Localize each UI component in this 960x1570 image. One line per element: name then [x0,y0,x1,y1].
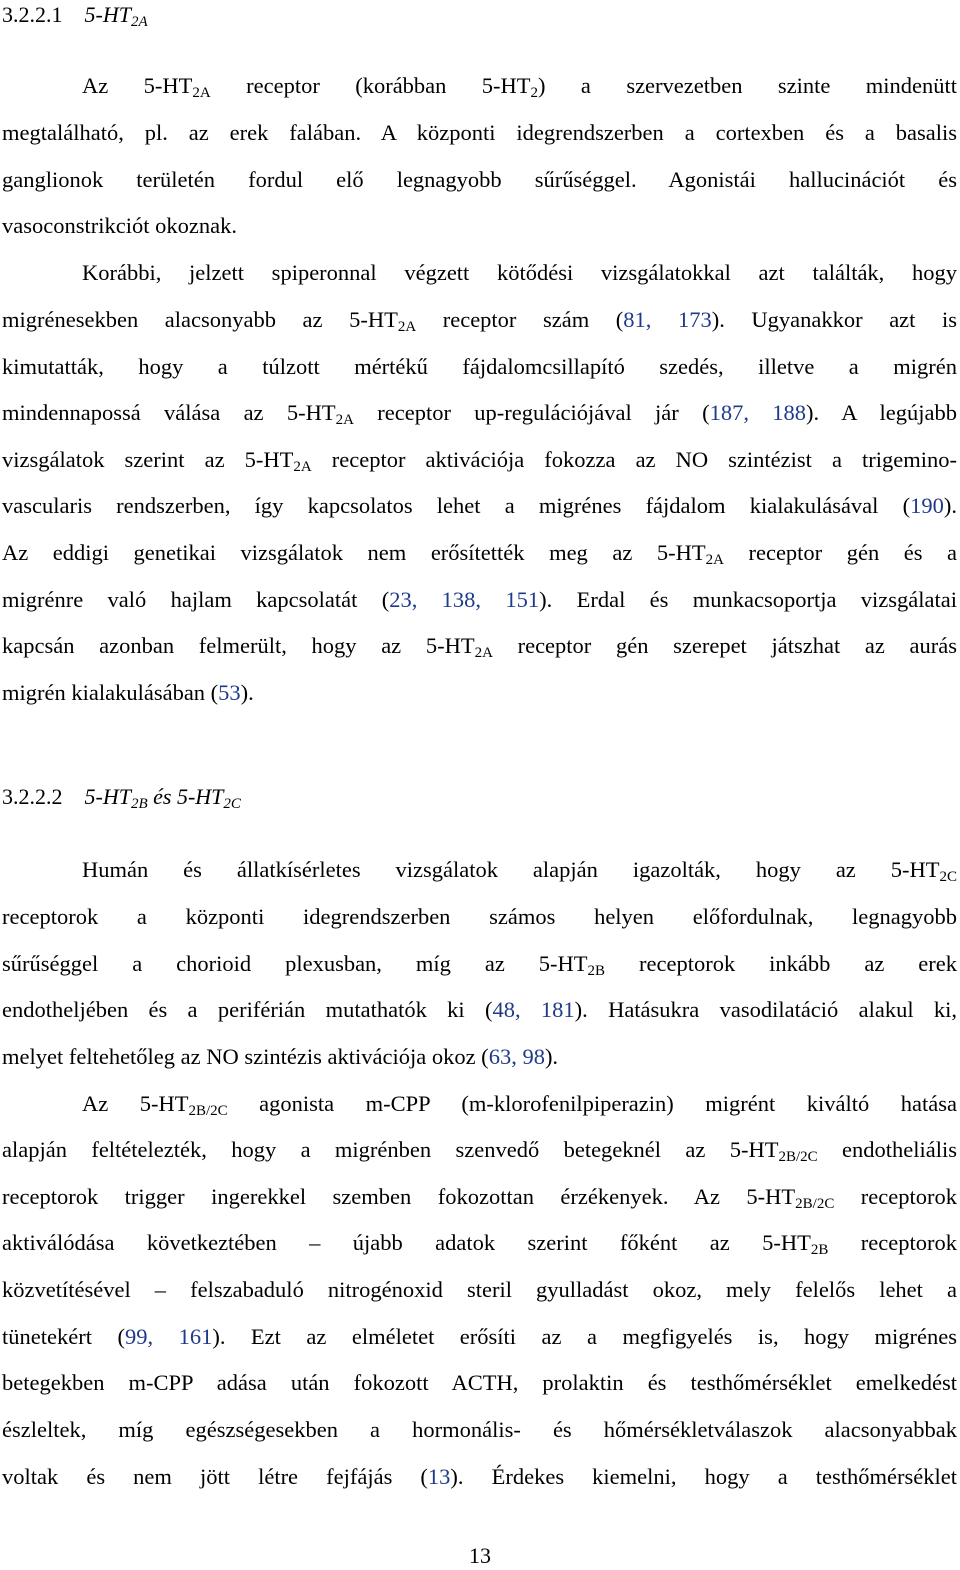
text-run: receptor szám ( [416,307,624,332]
paragraph-line [2,399,957,427]
citation-link[interactable]: 81, 173 [623,307,712,332]
paragraph-line [2,1183,957,1211]
text-run: ). [240,680,254,705]
paragraph-line [2,1136,957,1164]
section-title-subscript: 2C [223,796,241,812]
subscript: 2B/2C [188,1103,228,1119]
text-run: ). A legújabb [806,400,958,425]
subscript: 2B [587,963,606,979]
text-run: receptor gén szerepet játszhat az aurás [492,633,957,658]
page-number: 13 [469,1543,491,1568]
text-run: vizsgálatok szerint az 5-HT [2,447,294,472]
citation-link[interactable]: 23, 138, 151 [389,587,540,612]
text-run: Humán és állatkísérletes vizsgálatok alapján igazolták, hogy az 5-HT [82,857,940,882]
paragraph-line [2,679,957,707]
paragraph-line: betegekben m-CPP adása után fokozott ACTH, prolaktin és testhőmérséklet emelkedést [2,1370,957,1395]
text-run: ). Érdekes kiemelni, hogy a testhőmérséklet [450,1464,957,1489]
paragraph-line [2,950,957,978]
subscript: 2C [939,869,957,885]
section-number: 3.2.2.1 [2,2,63,27]
paragraph-line [82,856,957,884]
citation-link[interactable]: 63, 98 [488,1044,545,1069]
paragraph-line [2,446,957,474]
subscript: 2B/2C [795,1196,835,1212]
text-run: endotheliális [817,1137,957,1162]
text-run: ). [943,493,957,518]
section-title: és 5-HT [147,784,224,809]
text-run: voltak és nem jött létre fejfájás ( [2,1464,428,1489]
paragraph-line: megtalálható, pl. az erek falában. A központi idegrendszerben a cortexben és a basalis [2,120,957,145]
text-run: ) a szervezetben szinte mindenütt [538,73,957,98]
text-run: mindennapossá válása az 5-HT [2,400,336,425]
text-run: migrénesekben alacsonyabb az 5-HT [2,307,398,332]
text-run: agonista m-CPP (m-klorofenilpiperazin) migrént kiváltó hatása [227,1091,957,1116]
citation-link[interactable]: 13 [427,1464,451,1489]
text-run: ). Ugyanakkor azt is [711,307,957,332]
subscript: 2A [293,459,312,475]
citation-link[interactable]: 53 [218,680,241,705]
section-heading-5ht2a [2,2,148,28]
subscript: 2A [192,85,211,101]
paragraph-line [2,586,957,614]
text-run: migrénre való hajlam kapcsolatát ( [2,587,390,612]
text-run: melyet feltehetőleg az NO szintézis aktivációja okoz ( [2,1044,489,1069]
paragraph-line: Korábbi, jelzett spiperonnal végzett kötődési vizsgálatokkal azt találták, hogy [82,260,957,285]
paragraph-line [2,1043,957,1071]
paragraph-line [2,539,957,567]
text-run: vascularis rendszerben, így kapcsolatos lehet a migrénes fájdalom kialakulásával ( [2,493,911,518]
citation-link[interactable]: 190 [910,493,944,518]
paragraph-line [2,996,957,1024]
text-run: receptor (korábban 5-HT [210,73,531,98]
subscript: 2 [530,85,539,101]
text-run: Az 5-HT [82,73,193,98]
paragraph-line: ganglionok területén fordul elő legnagyobb sűrűséggel. Agonistái hallucinációt és [2,167,957,192]
citation-link[interactable]: 48, 181 [492,997,575,1022]
text-run: receptor gén és a [723,540,957,565]
paragraph-line: kimutatták, hogy a túlzott mértékű fájdalomcsillapító szedés, illetve a migrén [2,354,957,379]
text-run: ). Ezt az elméletet erősíti az a megfigyelés is, hogy migrénes [212,1324,958,1349]
paragraph-line [2,306,957,334]
text-run: ). Erdal és munkacsoportja vizsgálatai [539,587,957,612]
text-run: receptor aktivációja fokozza az NO szintézist a trigemino- [311,447,957,472]
paragraph-line: receptorok a központi idegrendszerben számos helyen előfordulnak, legnagyobb [2,904,957,929]
text-run: sűrűséggel a chorioid plexusban, míg az 5-HT [2,951,588,976]
section-heading-5ht2b-2c [2,784,241,810]
subscript: 2A [474,645,493,661]
paragraph-line [82,72,957,100]
paragraph-line: vasoconstrikciót okoznak. [2,213,237,238]
text-run: tünetekért ( [2,1324,125,1349]
paragraph-line [2,492,957,520]
paragraph-line: közvetítésével – felszabaduló nitrogénoxid steril gyulladást okoz, mely felelős lehet a [2,1277,957,1302]
text-run: receptor up-regulációjával jár ( [353,400,710,425]
paragraph-line [2,1323,957,1351]
subscript: 2B [810,1242,829,1258]
text-run: Az 5-HT [82,1091,189,1116]
paragraph-line: észleltek, míg egészségesekben a hormonális- és hőmérsékletválaszok alacsonyabbak [2,1417,957,1442]
text-run: Az eddigi genetikai vizsgálatok nem erősítették meg az 5-HT [2,540,706,565]
text-run: receptorok trigger ingerekkel szemben fokozottan érzékenyek. Az 5-HT [2,1184,796,1209]
paragraph-line [2,1229,957,1257]
text-run: receptorok inkább az erek [605,951,958,976]
subscript: 2A [335,412,354,428]
text-run: aktiválódása következtében – újabb adatok szerint főként az 5-HT [2,1230,811,1255]
section-title: 5-HT [84,784,131,809]
citation-link[interactable]: 187, 188 [709,400,807,425]
subscript: 2A [397,319,417,335]
text-run: ). [544,1044,559,1069]
paragraph-line [82,1090,957,1118]
text-run: receptorok [828,1230,957,1255]
text-run: endotheljében és a periférián mutathatók ki ( [2,997,493,1022]
text-run: kapcsán azonban felmerült, hogy az 5-HT [2,633,475,658]
text-run: alapján feltételezték, hogy a migrénben szenvedő betegeknél az 5-HT [2,1137,779,1162]
text-run: migrén kialakulásában ( [2,680,219,705]
paragraph-line [2,632,957,660]
section-number: 3.2.2.2 [2,784,63,809]
citation-link[interactable]: 99, 161 [124,1324,213,1349]
subscript: 2A [705,552,724,568]
section-title-subscript: 2A [130,14,148,30]
section-title-subscript: 2B [130,796,148,812]
subscript: 2B/2C [778,1149,818,1165]
section-title: 5-HT [84,2,131,27]
paragraph-line [2,1463,957,1491]
text-run: receptorok [834,1184,957,1209]
text-run: ). Hatásukra vasodilatáció alakul ki, [574,997,958,1022]
